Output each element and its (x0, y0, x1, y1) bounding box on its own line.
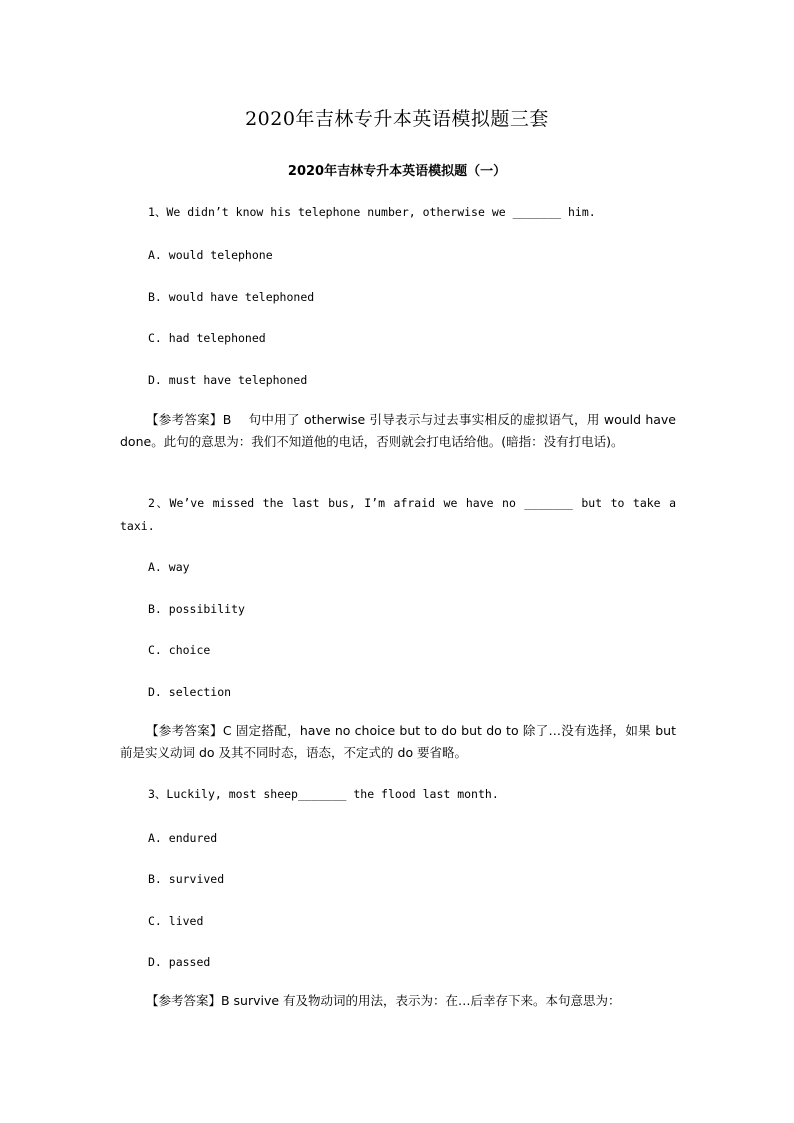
question-3-option-a: A. endured (148, 831, 218, 845)
question-3-option-c: C. lived (148, 914, 204, 928)
question-1-option-a: A. would telephone (148, 248, 273, 262)
section-subtitle: 2020年吉林专升本英语模拟题（一） (287, 164, 507, 179)
question-2-option-d: D. selection (148, 685, 232, 699)
question-3-option-b: B. survived (148, 872, 225, 886)
question-1-stem: 1、We didn’t know his telephone number, otherwise we _______ him. (148, 205, 596, 219)
question-1-option-c: C. had telephoned (148, 331, 266, 345)
question-1-answer: 【参考答案】B 句中用了 otherwise 引导表示与过去事实相反的虚拟语气，用 would have done。此句的意思为：我们不知道他的电话，否则就会打电话给他。(暗指：没有打电话)。 (120, 412, 689, 449)
question-3-stem: 3、Luckily, most sheep_______ the flood last month. (148, 787, 499, 801)
question-1-option-d: D. must have telephoned (148, 373, 308, 387)
question-2-answer: 【参考答案】C 固定搭配，have no choice but to do but do to 除了…没有选择，如果 but 前是实义动词 do 及其不同时态，语态，不定式的 do 要省略。 (120, 723, 676, 760)
document-title: 2020年吉林专升本英语模拟题三套 (245, 108, 549, 130)
question-3-option-d: D. passed (148, 955, 211, 969)
question-2-option-c: C. choice (148, 643, 211, 657)
question-2-option-a: A. way (148, 560, 190, 574)
question-3-answer: 【参考答案】B survive 有及物动词的用法，表示为：在…后幸存下来。本句意思为： (146, 993, 621, 1008)
question-2-option-b: B. possibility (148, 602, 245, 616)
question-2-stem: 2、We’ve missed the last bus, I’m afraid we have no _______ but to take a taxi. (120, 496, 676, 533)
question-1-option-b: B. would have telephoned (148, 290, 315, 304)
